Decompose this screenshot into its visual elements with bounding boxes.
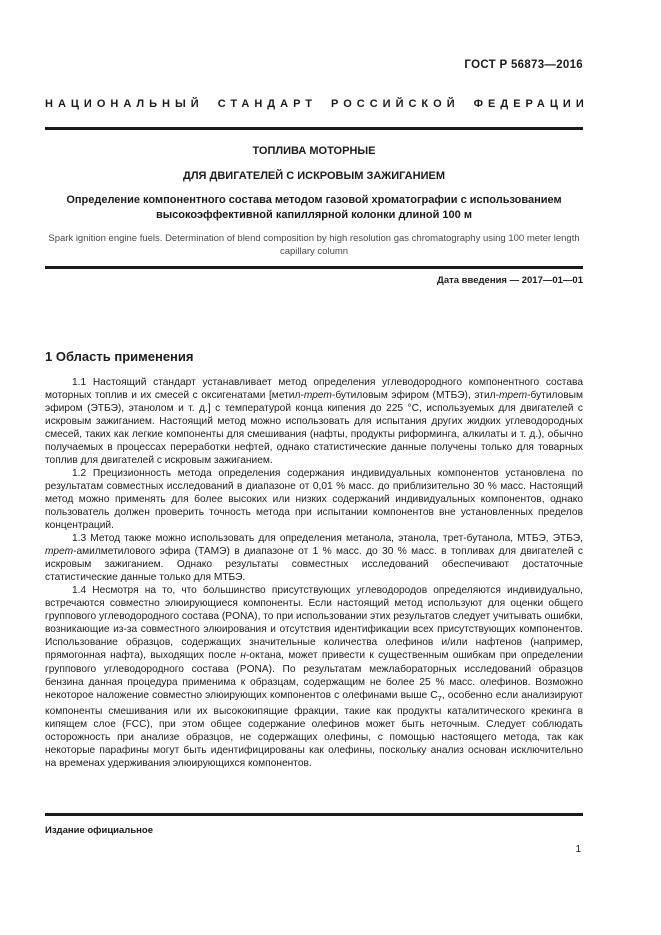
introduction-date: Дата введения — 2017—01—01 bbox=[437, 274, 583, 286]
paragraph-1-3: 1.3 Метод также можно использовать для определения метанола, этанола, трет-бутанола, МТБЭ, ЭТБЭ, трет-амилметилового эфира (ТАМЭ) в диапазоне от 1 % масс. до 30 % масс. в топливах для двигателей с искровым зажиганием. Однако результаты совместных исследований обеспечивают достаточные статистические данные только для МТБЭ. bbox=[45, 533, 583, 584]
document-title-english: Spark ignition engine fuels. Determination of blend composition by high resolution gas chromatography using 100 meter length capillary column bbox=[48, 233, 580, 257]
paragraph-1-1: 1.1 Настоящий стандарт устанавливает метод определения углеводородного компонентного состава моторных топлив и их смесей с оксигенатами [метил-трет-бутиловым эфиром (МТБЭ), этил-трет-бутиловым эфиром (ЭТБЭ), этанолом и т. д.] с температурой конца кипения до 225 °С, используемых для двигателей с искровым зажиганием. Настоящий метод можно использовать для испытания других жидких углеводородных смесей, таких как легкие компоненты для смешивания (нафты, продукты риформинга, алкилаты и т. д.), обычно получаемых в процессах переработки нефтей, однако статистические данные получены только для товарных топлив для двигателей с искровым зажиганием. bbox=[45, 376, 583, 466]
official-edition-label: Издание официальное bbox=[45, 825, 153, 836]
document-title-main: ТОПЛИВА МОТОРНЫЕ bbox=[252, 145, 376, 157]
paragraph-1-4: 1.4 Несмотря на то, что большинство присутствующих углеводородов определяются индивидуально, встречаются совместно элюирующиеся компоненты. Если настоящий метод используют для оценки общего группового углеводородного состава (PONA), то при использовании этих результатов следует учитывать ошибки, возникающие из-за совместного элюирования и отсутствия идентификации всех присутствующих компонентов. Использование образцов, содержащих значительные количества олефинов и/или нафтенов (например, прямогонная нафта), выходящих после н-октана, может привести к существенным ошибкам при определении группового углеводородного состава (PONA). По результатам межлабораторных исследований образцов бензина данная процедура применима к образцам, содержащим не более 25 % масс. олефинов. Возможно некоторое наложение совместно элюирующих компонентов с олефинами выше $C_7$, особенно если анализируют компоненты смешивания или их высококипящие фракции, такие как продукты каталитического крекинга в кипящем слое (FCC), при этом общее содержание олефинов может быть неточным. Следует соблюдать осторожность при анализе образцов, не содержащих олефины, с помощью настоящего метода, так как некоторые парафины могут быть идентифицированы как олефины, поскольку анализ основан исключительно на временах удерживания элюирующихся компонентов. bbox=[45, 585, 584, 769]
section-1-heading: 1 Область применения bbox=[45, 348, 194, 364]
header-rule bbox=[45, 127, 583, 130]
doc-number: ГОСТ Р 56873—2016 bbox=[464, 59, 583, 71]
document-title-sub: ДЛЯ ДВИГАТЕЛЕЙ С ИСКРОВЫМ ЗАЖИГАНИЕМ bbox=[183, 170, 445, 182]
page-number: 1 bbox=[575, 844, 581, 855]
footer-rule bbox=[45, 813, 583, 816]
paragraph-1-2: 1.2 Прецизионность метода определения содержания индивидуальных компонентов установлена по результатам совместных исследований в диапазоне от 0,01 % масс. до приблизительно 30 % масс. Настоящий метод можно применять для более высоких или низких содержаний индивидуальных компонентов, однако пользователь должен проверить точность метода при испытании компонентов вне установленных пределов концентраций. bbox=[45, 467, 583, 532]
national-standard-header: НАЦИОНАЛЬНЫЙ СТАНДАРТ РОССИЙСКОЙ ФЕДЕРАЦИИ bbox=[45, 98, 589, 110]
date-rule bbox=[45, 266, 583, 269]
document-title-method-ru: Определение компонентного состава методом газовой хроматографии с использованием высокоэффективной капиллярной колонки длиной 100 м bbox=[66, 194, 562, 221]
section-1-body bbox=[45, 376, 583, 770]
